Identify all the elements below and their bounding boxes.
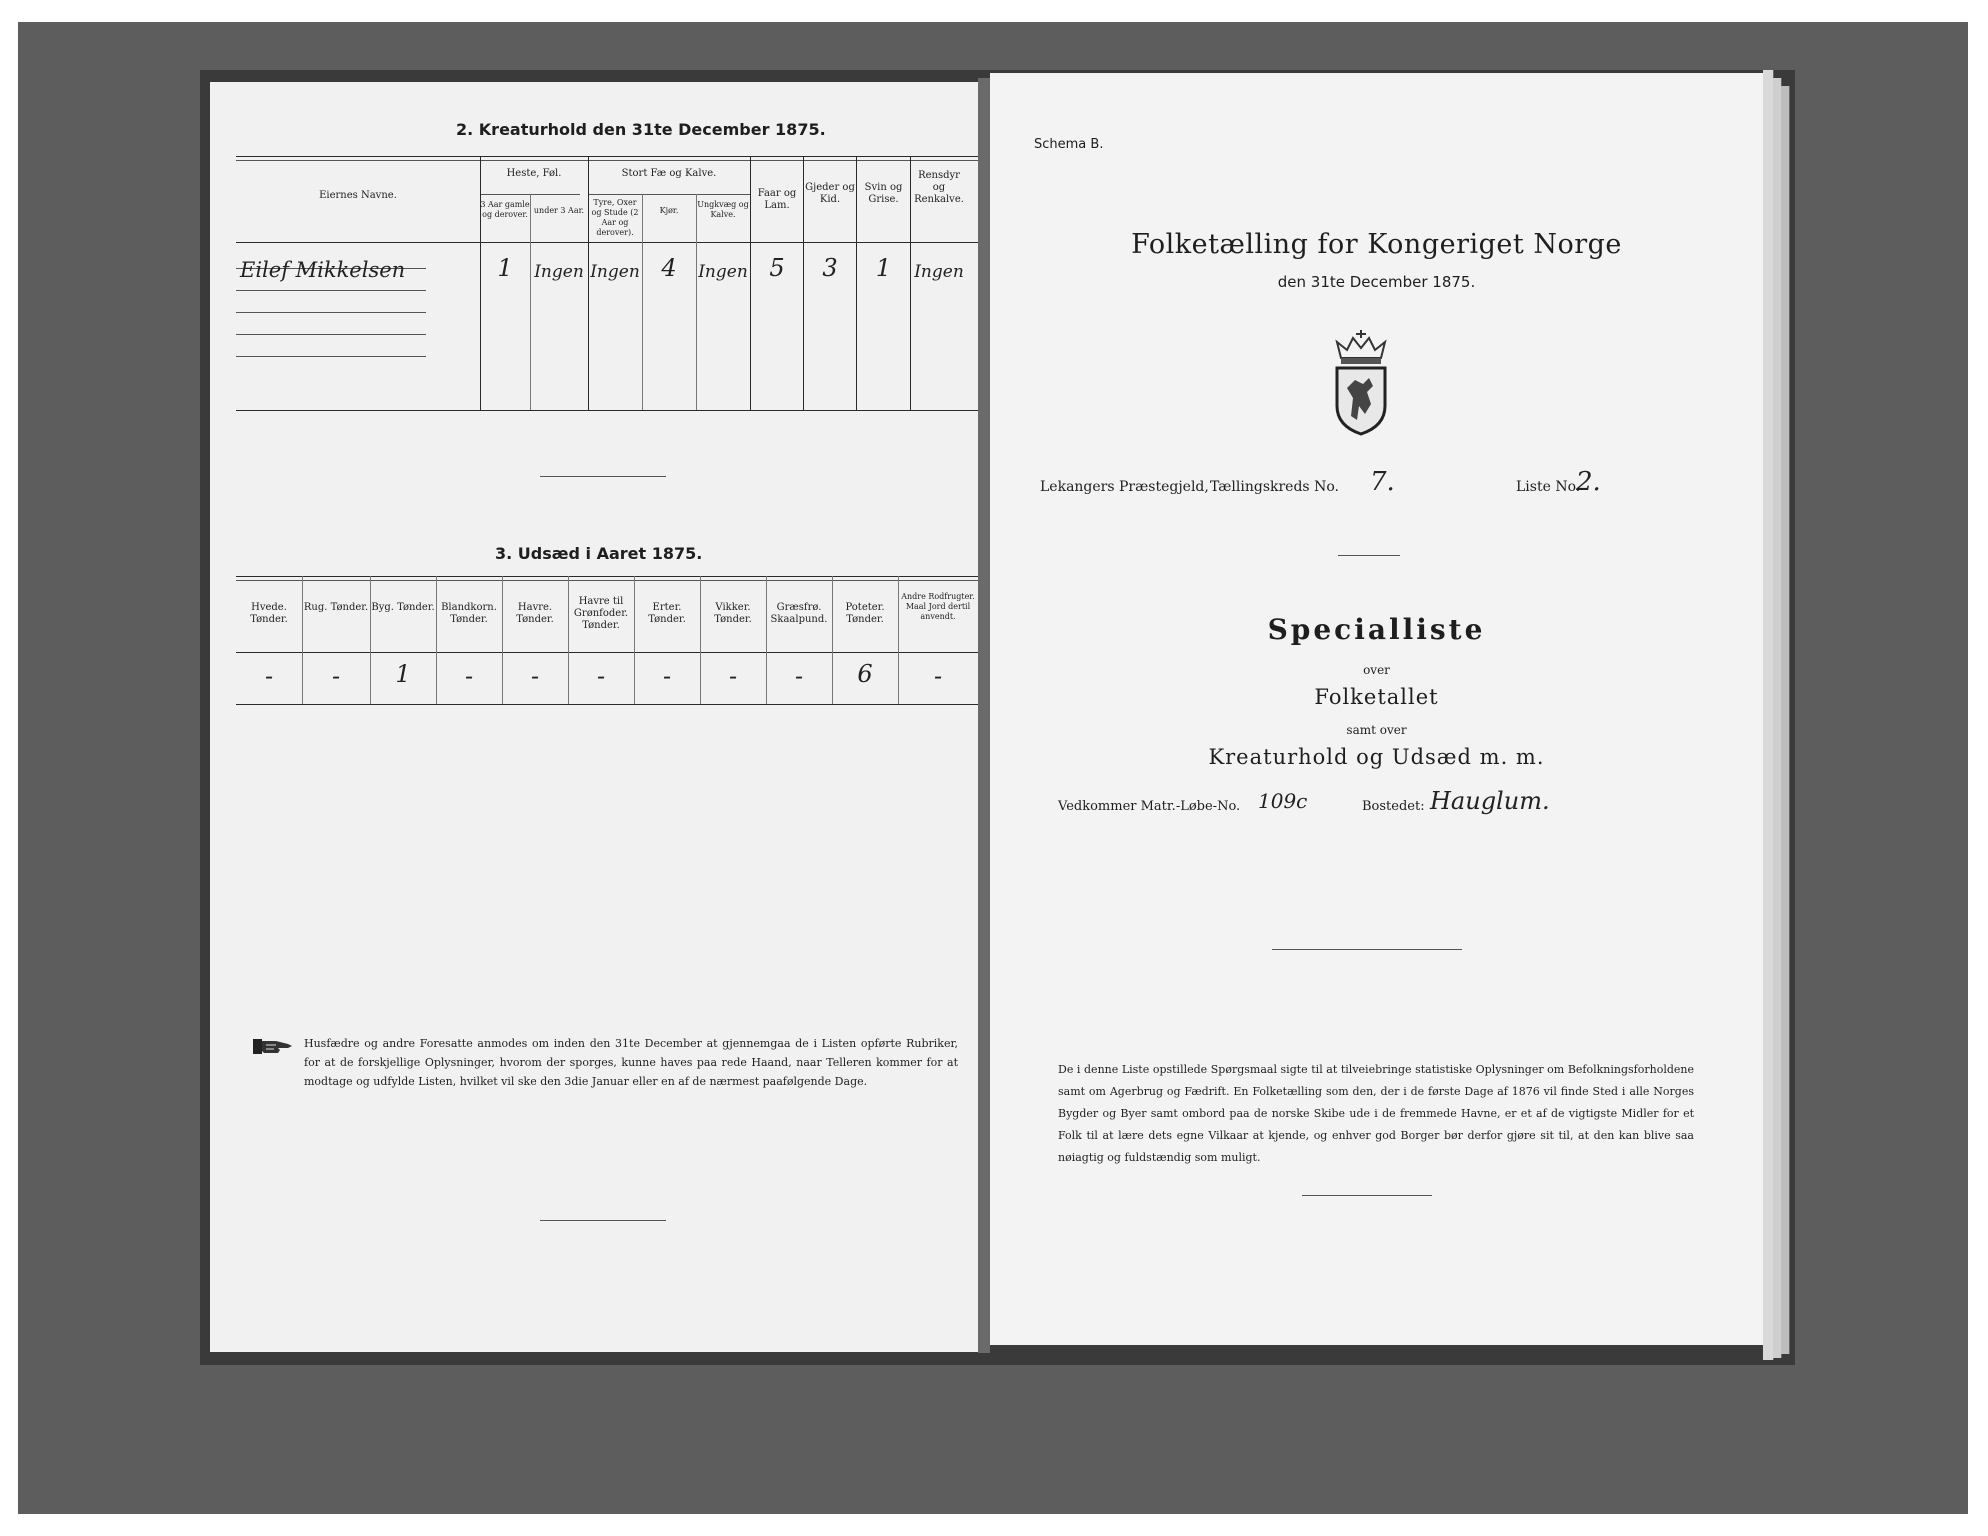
cell-storfe-a: Ingen bbox=[590, 262, 640, 282]
bosted-value: Hauglum. bbox=[1430, 787, 1550, 815]
table-rule bbox=[236, 652, 978, 653]
main-title: Folketælling for Kongeriget Norge bbox=[1131, 229, 1622, 260]
cell-faar: 5 bbox=[769, 254, 785, 282]
cell-heste-a: 1 bbox=[497, 254, 513, 282]
col-divider bbox=[696, 194, 697, 410]
over-label: over bbox=[1363, 663, 1390, 677]
header-graesfro: Græsfrø. Skaalpund. bbox=[770, 602, 828, 625]
table-rule bbox=[236, 580, 978, 581]
header-byg: Byg. Tønder. bbox=[371, 602, 435, 613]
cell-vikker: - bbox=[728, 662, 738, 690]
cell-gjeder: 3 bbox=[822, 254, 838, 282]
header-heste: Heste, Føl. bbox=[506, 168, 562, 179]
divider bbox=[1302, 1195, 1432, 1196]
header-storfe-c: Ungkvæg og Kalve. bbox=[697, 200, 749, 219]
matr-value: 109c bbox=[1258, 789, 1308, 813]
cell-heste-b: Ingen bbox=[534, 262, 584, 282]
header-andre: Andre Rodfrugter. Maal Jord dertil anvendt. bbox=[901, 592, 975, 621]
cell-havre-gron: - bbox=[596, 662, 606, 690]
liste-value: 2. bbox=[1576, 467, 1601, 497]
cell-storfe-c: Ingen bbox=[698, 262, 748, 282]
col-divider bbox=[588, 156, 589, 410]
footer-text: De i denne Liste opstillede Spørgsmaal sigte til at tilveiebringe statistiske Oplysninger om Befolkningsforholdene samt om Agerbrug og Fædrift. En Folketælling som den, der i de første Dage af 1876 vil finde Sted i alle Norges Bygder og Byer samt ombord paa de norske Skibe ude i de fremmede Havne, er et af de vigtigste Midler for et Folk til at lære dets egne Vilkaar at kjende, og enhver god Borger bør derfor gjøre sit til, at den kan blive saa nøiagtig og fuldstændig som muligt. bbox=[1058, 1063, 1694, 1164]
header-svin: Svin og Grise. bbox=[864, 182, 903, 205]
divider bbox=[1338, 555, 1400, 556]
page-edge bbox=[1781, 86, 1790, 1354]
kreds-label: Tællingskreds No. bbox=[1210, 479, 1339, 495]
col-divider bbox=[642, 194, 643, 410]
header-faar: Faar og Lam. bbox=[757, 188, 797, 211]
header-storfe-a: Tyre, Oxer og Stude (2 Aar og derover). bbox=[591, 198, 639, 237]
header-heste-a: 3 Aar gamle og derover. bbox=[480, 200, 530, 219]
liste-label: Liste No. bbox=[1516, 479, 1581, 495]
pointing-hand-icon bbox=[252, 1036, 294, 1058]
bosted-label: Bostedet: bbox=[1362, 799, 1425, 814]
header-rensdyr: Rensdyr og Renkalve. bbox=[914, 170, 964, 205]
header-erter: Erter. Tønder. bbox=[648, 602, 686, 625]
cell-rensdyr: Ingen bbox=[914, 262, 964, 282]
kreaturhold-label: Kreaturhold og Udsæd m. m. bbox=[1208, 745, 1545, 769]
cell-andre: - bbox=[933, 662, 943, 690]
cell-byg: 1 bbox=[395, 660, 411, 688]
cell-graesfro: - bbox=[794, 662, 804, 690]
section-2-title: 2. Kreaturhold den 31te December 1875. bbox=[456, 120, 826, 139]
table-rule bbox=[236, 356, 426, 357]
samt-over-label: samt over bbox=[1346, 723, 1407, 737]
specialliste-title: Specialliste bbox=[1267, 613, 1486, 646]
table-rule bbox=[236, 576, 978, 577]
cell-poteter: 6 bbox=[857, 660, 873, 688]
instructions-note: Husfædre og andre Foresatte anmodes om inden den 31te December at gjennemgaa de i Listen opførte Rubriker, for at de forskjellige Oplysninger, hvorom der sporges, kunne haves paa rede Haand, naar Telleren kommer for at modtage og udfylde Listen, hvilket vil ske den 3die Januar eller en af de nærmest paafølgende Dage. bbox=[304, 1037, 958, 1088]
table-rule bbox=[236, 704, 978, 705]
header-heste-b: under 3 Aar. bbox=[533, 206, 585, 215]
divider bbox=[540, 1220, 666, 1221]
cell-hvede: - bbox=[264, 662, 274, 690]
header-havre-gron: Havre til Grønfoder. Tønder. bbox=[573, 596, 629, 631]
owner-name: Eilef Mikkelsen bbox=[240, 258, 406, 282]
left-page bbox=[210, 82, 978, 1352]
schema-label: Schema B. bbox=[1034, 137, 1104, 152]
header-vikker: Vikker. Tønder. bbox=[714, 602, 752, 625]
table-rule bbox=[236, 312, 426, 313]
table-rule bbox=[588, 194, 750, 195]
coat-of-arms-icon bbox=[1323, 328, 1399, 438]
cell-svin: 1 bbox=[875, 254, 892, 282]
col-divider bbox=[530, 194, 531, 410]
cell-havre: - bbox=[530, 662, 540, 690]
header-storfe-b: Kjør. bbox=[659, 206, 679, 215]
header-hvede: Hvede. Tønder. bbox=[250, 602, 288, 625]
prestegjeld-label: Lekangers Præstegjeld, bbox=[1040, 479, 1209, 495]
table-rule bbox=[236, 160, 978, 161]
folketallet-label: Folketallet bbox=[1314, 685, 1439, 709]
table-rule bbox=[236, 156, 978, 157]
header-owner: Eiernes Navne. bbox=[319, 190, 397, 201]
table-rule bbox=[236, 290, 426, 291]
kreds-value: 7. bbox=[1370, 467, 1395, 497]
header-storfe: Stort Fæ og Kalve. bbox=[621, 168, 717, 179]
header-rug: Rug. Tønder. bbox=[303, 602, 369, 613]
section-3-title: 3. Udsæd i Aaret 1875. bbox=[495, 544, 703, 563]
table-rule bbox=[236, 242, 978, 243]
cell-rug: - bbox=[331, 662, 341, 690]
cell-erter: - bbox=[662, 662, 672, 690]
divider bbox=[1272, 949, 1462, 950]
table-rule bbox=[236, 334, 426, 335]
right-page bbox=[990, 73, 1763, 1345]
table-rule bbox=[236, 410, 978, 411]
cell-blandkorn: - bbox=[464, 662, 474, 690]
header-poteter: Poteter. Tønder. bbox=[845, 602, 885, 625]
main-subtitle: den 31te December 1875. bbox=[1277, 273, 1476, 291]
header-gjeder: Gjeder og Kid. bbox=[805, 182, 855, 205]
cell-storfe-b: 4 bbox=[661, 254, 677, 282]
header-blandkorn: Blandkorn. Tønder. bbox=[441, 602, 497, 625]
divider bbox=[540, 476, 666, 477]
book-spine bbox=[978, 78, 990, 1353]
col-divider bbox=[480, 156, 481, 410]
matr-label: Vedkommer Matr.-Løbe-No. bbox=[1058, 799, 1241, 814]
header-havre: Havre. Tønder. bbox=[516, 602, 554, 625]
